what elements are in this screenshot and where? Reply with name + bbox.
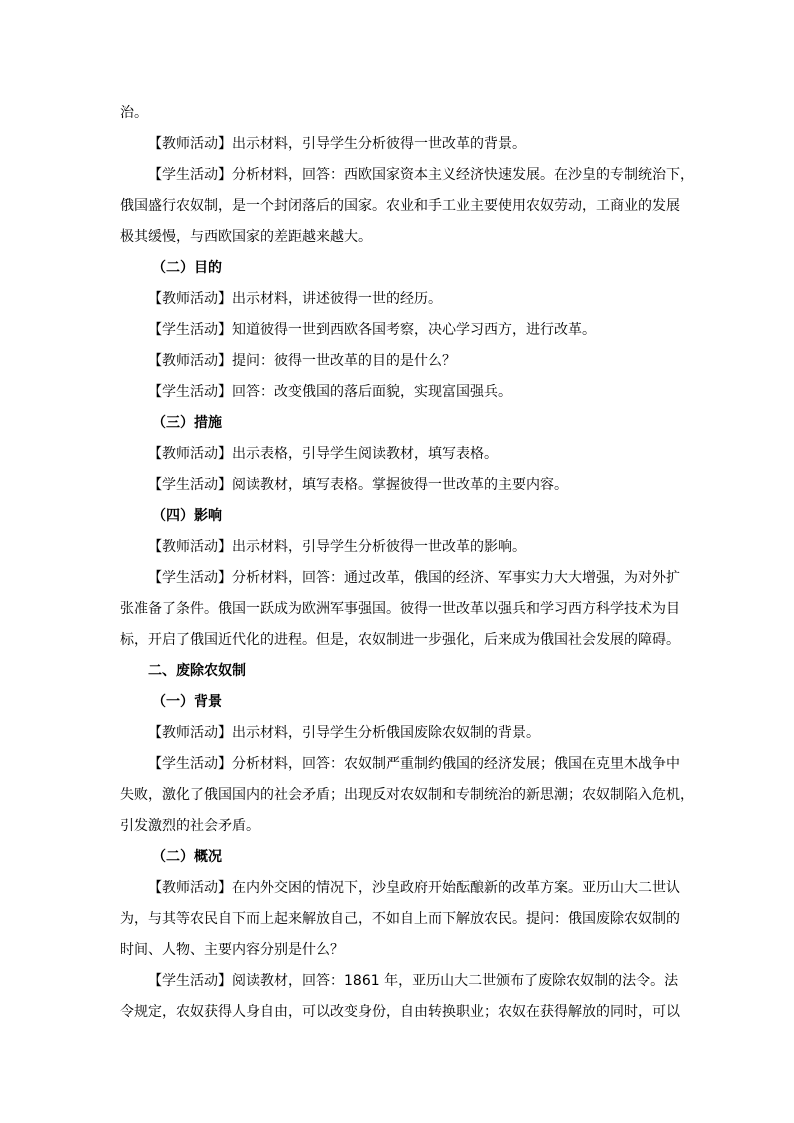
text-line: 极其缓慢，与西欧国家的差距越来越大。 bbox=[120, 229, 372, 245]
student-activity: 【学生活动】分析材料，回答：通过改革，俄国的经济、军事实力大大增强，为对外扩 bbox=[148, 570, 680, 586]
text-line: 张准备了条件。俄国一跃成为欧洲军事强国。彼得一世改革以强兵和学习西方科学技术为目 bbox=[120, 601, 680, 617]
student-activity: 【学生活动】回答：改变俄国的落后面貌，实现富国强兵。 bbox=[148, 384, 512, 400]
teacher-activity: 【教师活动】出示材料，引导学生分析彼得一世改革的影响。 bbox=[148, 539, 526, 555]
section-heading: （一）背景 bbox=[152, 694, 222, 710]
student-activity: 【学生活动】阅读教材，回答：1861 年，亚历山大二世颁布了废除农奴制的法令。法 bbox=[148, 973, 679, 989]
text-line: 治。 bbox=[120, 105, 148, 121]
section-heading: （四）影响 bbox=[152, 508, 222, 524]
text-line: 令规定，农奴获得人身自由，可以改变身份，自由转换职业；农奴在获得解放的同时，可以 bbox=[120, 1004, 680, 1020]
teacher-activity: 【教师活动】出示材料，引导学生分析俄国废除农奴制的背景。 bbox=[148, 725, 540, 741]
text-line: 为，与其等农民自下而上起来解放自己，不如自上而下解放农民。提问：俄国废除农奴制的 bbox=[120, 911, 680, 927]
text-line: 俄国盛行农奴制，是一个封闭落后的国家。农业和手工业主要使用农奴劳动，工商业的发展 bbox=[120, 198, 680, 214]
section-heading: （二）目的 bbox=[152, 260, 222, 276]
text-line: 引发激烈的社会矛盾。 bbox=[120, 818, 260, 834]
text-line: 标，开启了俄国近代化的进程。但是，农奴制进一步强化，后来成为俄国社会发展的障碍。 bbox=[120, 632, 680, 648]
teacher-activity: 【教师活动】出示材料，引导学生分析彼得一世改革的背景。 bbox=[148, 136, 526, 152]
student-activity: 【学生活动】分析材料，回答：西欧国家资本主义经济快速发展。在沙皇的专制统治下， bbox=[148, 167, 694, 183]
student-activity: 【学生活动】分析材料，回答：农奴制严重制约俄国的经济发展；俄国在克里木战争中 bbox=[148, 756, 680, 772]
section-heading: （三）措施 bbox=[152, 415, 222, 431]
student-activity: 【学生活动】阅读教材，填写表格。掌握彼得一世改革的主要内容。 bbox=[148, 477, 568, 493]
section-heading: 二、废除农奴制 bbox=[148, 663, 246, 679]
section-heading: （二）概况 bbox=[152, 849, 222, 865]
teacher-activity: 【教师活动】在内外交困的情况下，沙皇政府开始酝酿新的改革方案。亚历山大二世认 bbox=[148, 880, 680, 896]
teacher-activity: 【教师活动】出示表格，引导学生阅读教材，填写表格。 bbox=[148, 446, 498, 462]
student-activity: 【学生活动】知道彼得一世到西欧各国考察，决心学习西方，进行改革。 bbox=[148, 322, 596, 338]
teacher-activity: 【教师活动】出示材料，讲述彼得一世的经历。 bbox=[148, 291, 442, 307]
teacher-activity: 【教师活动】提问：彼得一世改革的目的是什么？ bbox=[148, 353, 456, 369]
text-line: 时间、人物、主要内容分别是什么？ bbox=[120, 942, 344, 958]
text-line: 失败，激化了俄国国内的社会矛盾；出现反对农奴制和专制统治的新思潮；农奴制陷入危机， bbox=[120, 787, 694, 803]
